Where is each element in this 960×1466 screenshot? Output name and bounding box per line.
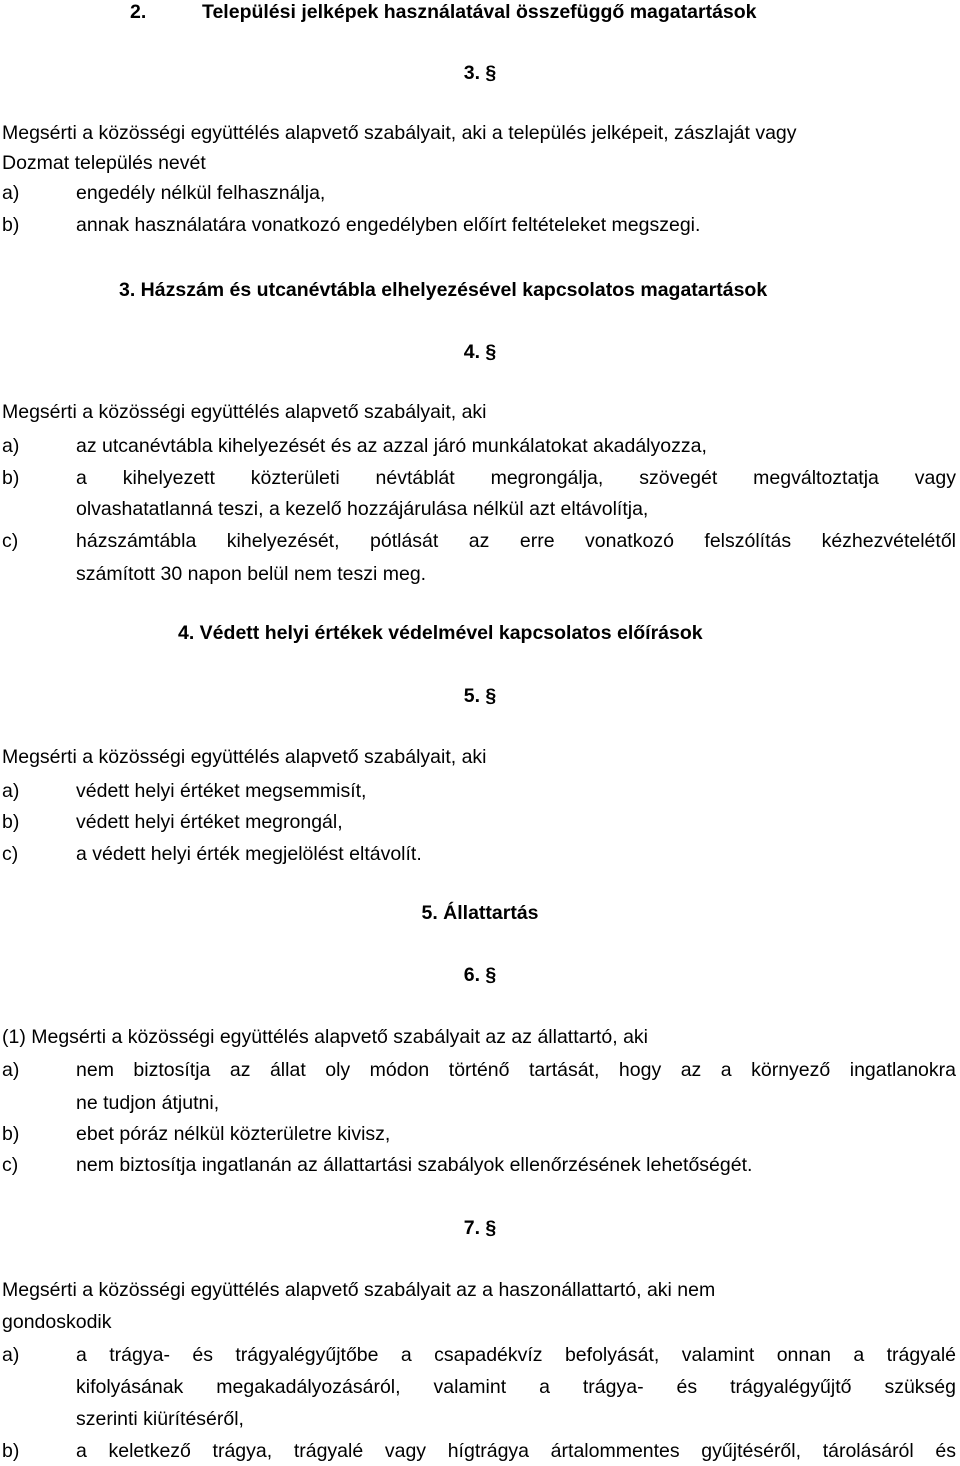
paragraph-3-intro-line-2: Dozmat település nevét <box>2 152 206 174</box>
list-item-label-a <box>2 1343 76 1367</box>
list-item-text-line: a trágya- és trágyalégyűjtőbe a csapadékvíz befolyását, valamint onnan a trágyalé <box>76 1344 956 1366</box>
paragraph-4-intro: Megsérti a közösségi együttélés alapvető szabályait, aki <box>2 401 487 423</box>
list-item-label: a) <box>2 780 20 802</box>
section-heading-text: Települési jelképek használatával összefüggő magatartások <box>202 1 757 23</box>
section-heading-3: 3. Házszám és utcanévtábla elhelyezésével kapcsolatos magatartások <box>119 279 768 301</box>
section-heading-number: 2. <box>130 1 147 23</box>
list-item-text-line: szerinti kiürítéséről, <box>76 1408 244 1430</box>
paragraph-6-intro: (1) Megsérti a közösségi együttélés alapvető szabályait az az állattartó, aki <box>2 1026 648 1048</box>
list-item <box>2 213 700 237</box>
list-item-label-a <box>2 1058 76 1082</box>
list-item-label-c <box>2 529 76 553</box>
list-item-label: c) <box>2 530 19 552</box>
paragraph-mark-5: 5. § <box>463 685 497 707</box>
list-item-label-b <box>2 466 76 490</box>
list-item-label: b) <box>2 214 20 236</box>
paragraph-mark-3: 3. § <box>463 62 497 84</box>
paragraph-7-intro-line-2: gondoskodik <box>2 1311 112 1333</box>
list-item-label: b) <box>2 1440 20 1462</box>
list-item-text: védett helyi értéket megrongál, <box>76 811 343 833</box>
list-item-text: védett helyi értéket megsemmisít, <box>76 780 367 802</box>
list-item-text-line: olvashatatlanná teszi, a kezelő hozzájárulása nélkül azt eltávolítja, <box>76 498 649 520</box>
list-item-text: a védett helyi érték megjelölést eltávolít. <box>76 843 422 865</box>
list-item <box>2 1153 752 1177</box>
section-heading-5: 5. Állattartás <box>421 902 539 924</box>
list-item-text-line: a keletkező trágya, trágyalé vagy hígtrágya ártalommentes gyűjtéséről, tárolásáról és <box>76 1440 956 1462</box>
section-heading-4: 4. Védett helyi értékek védelmével kapcsolatos előírások <box>178 622 703 644</box>
paragraph-5-intro: Megsérti a közösségi együttélés alapvető szabályait, aki <box>2 746 487 768</box>
paragraph-mark-4: 4. § <box>463 341 497 363</box>
list-item-text-line: a kihelyezett közterületi névtáblát megrongálja, szövegét megváltoztatja vagy <box>76 467 956 489</box>
list-item <box>2 1122 390 1146</box>
paragraph-3-intro-line-1: Megsérti a közösségi együttélés alapvető szabályait, aki a település jelképeit, zászlaját vagy <box>2 122 797 144</box>
list-item <box>2 779 366 803</box>
paragraph-mark-6: 6. § <box>463 964 497 986</box>
list-item-text-line: kifolyásának megakadályozásáról, valamint a trágya- és trágyalégyűjtő szükség <box>76 1376 956 1398</box>
list-item-text: ebet póráz nélkül közterületre kivisz, <box>76 1123 391 1145</box>
list-item-label: c) <box>2 1154 19 1176</box>
list-item-label: a) <box>2 182 20 204</box>
list-item-text-line: számított 30 napon belül nem teszi meg. <box>76 563 427 585</box>
list-item-label: b) <box>2 811 20 833</box>
list-item-text: nem biztosítja ingatlanán az állattartási szabályok ellenőrzésének lehetőségét. <box>76 1154 753 1176</box>
list-item-text: annak használatára vonatkozó engedélyben előírt feltételeket megszegi. <box>76 214 701 236</box>
list-item-label: a) <box>2 1344 20 1366</box>
list-item-label: a) <box>2 1059 20 1081</box>
paragraph-7-intro-line-1: Megsérti a közösségi együttélés alapvető szabályait az a haszonállattartó, aki nem <box>2 1279 716 1301</box>
list-item-label: a) <box>2 435 20 457</box>
list-item <box>2 181 325 205</box>
list-item-text: engedély nélkül felhasználja, <box>76 182 326 204</box>
list-item-label-b <box>2 1439 76 1463</box>
list-item <box>2 434 707 458</box>
list-item <box>2 810 343 834</box>
list-item-text-line: házszámtábla kihelyezését, pótlását az erre vonatkozó felszólítás kézhezvételétől <box>76 530 956 552</box>
list-item-text-line: nem biztosítja az állat oly módon történő tartását, hogy az a környező ingatlanokra <box>76 1059 956 1081</box>
list-item-text: az utcanévtábla kihelyezését és az azzal járó munkálatokat akadályozza, <box>76 435 707 457</box>
paragraph-mark-7: 7. § <box>463 1217 497 1239</box>
list-item-text-line: ne tudjon átjutni, <box>76 1092 220 1114</box>
list-item-label: b) <box>2 467 20 489</box>
list-item-label: c) <box>2 843 19 865</box>
list-item-label: b) <box>2 1123 20 1145</box>
list-item <box>2 842 422 866</box>
section-heading-2 <box>130 0 757 24</box>
